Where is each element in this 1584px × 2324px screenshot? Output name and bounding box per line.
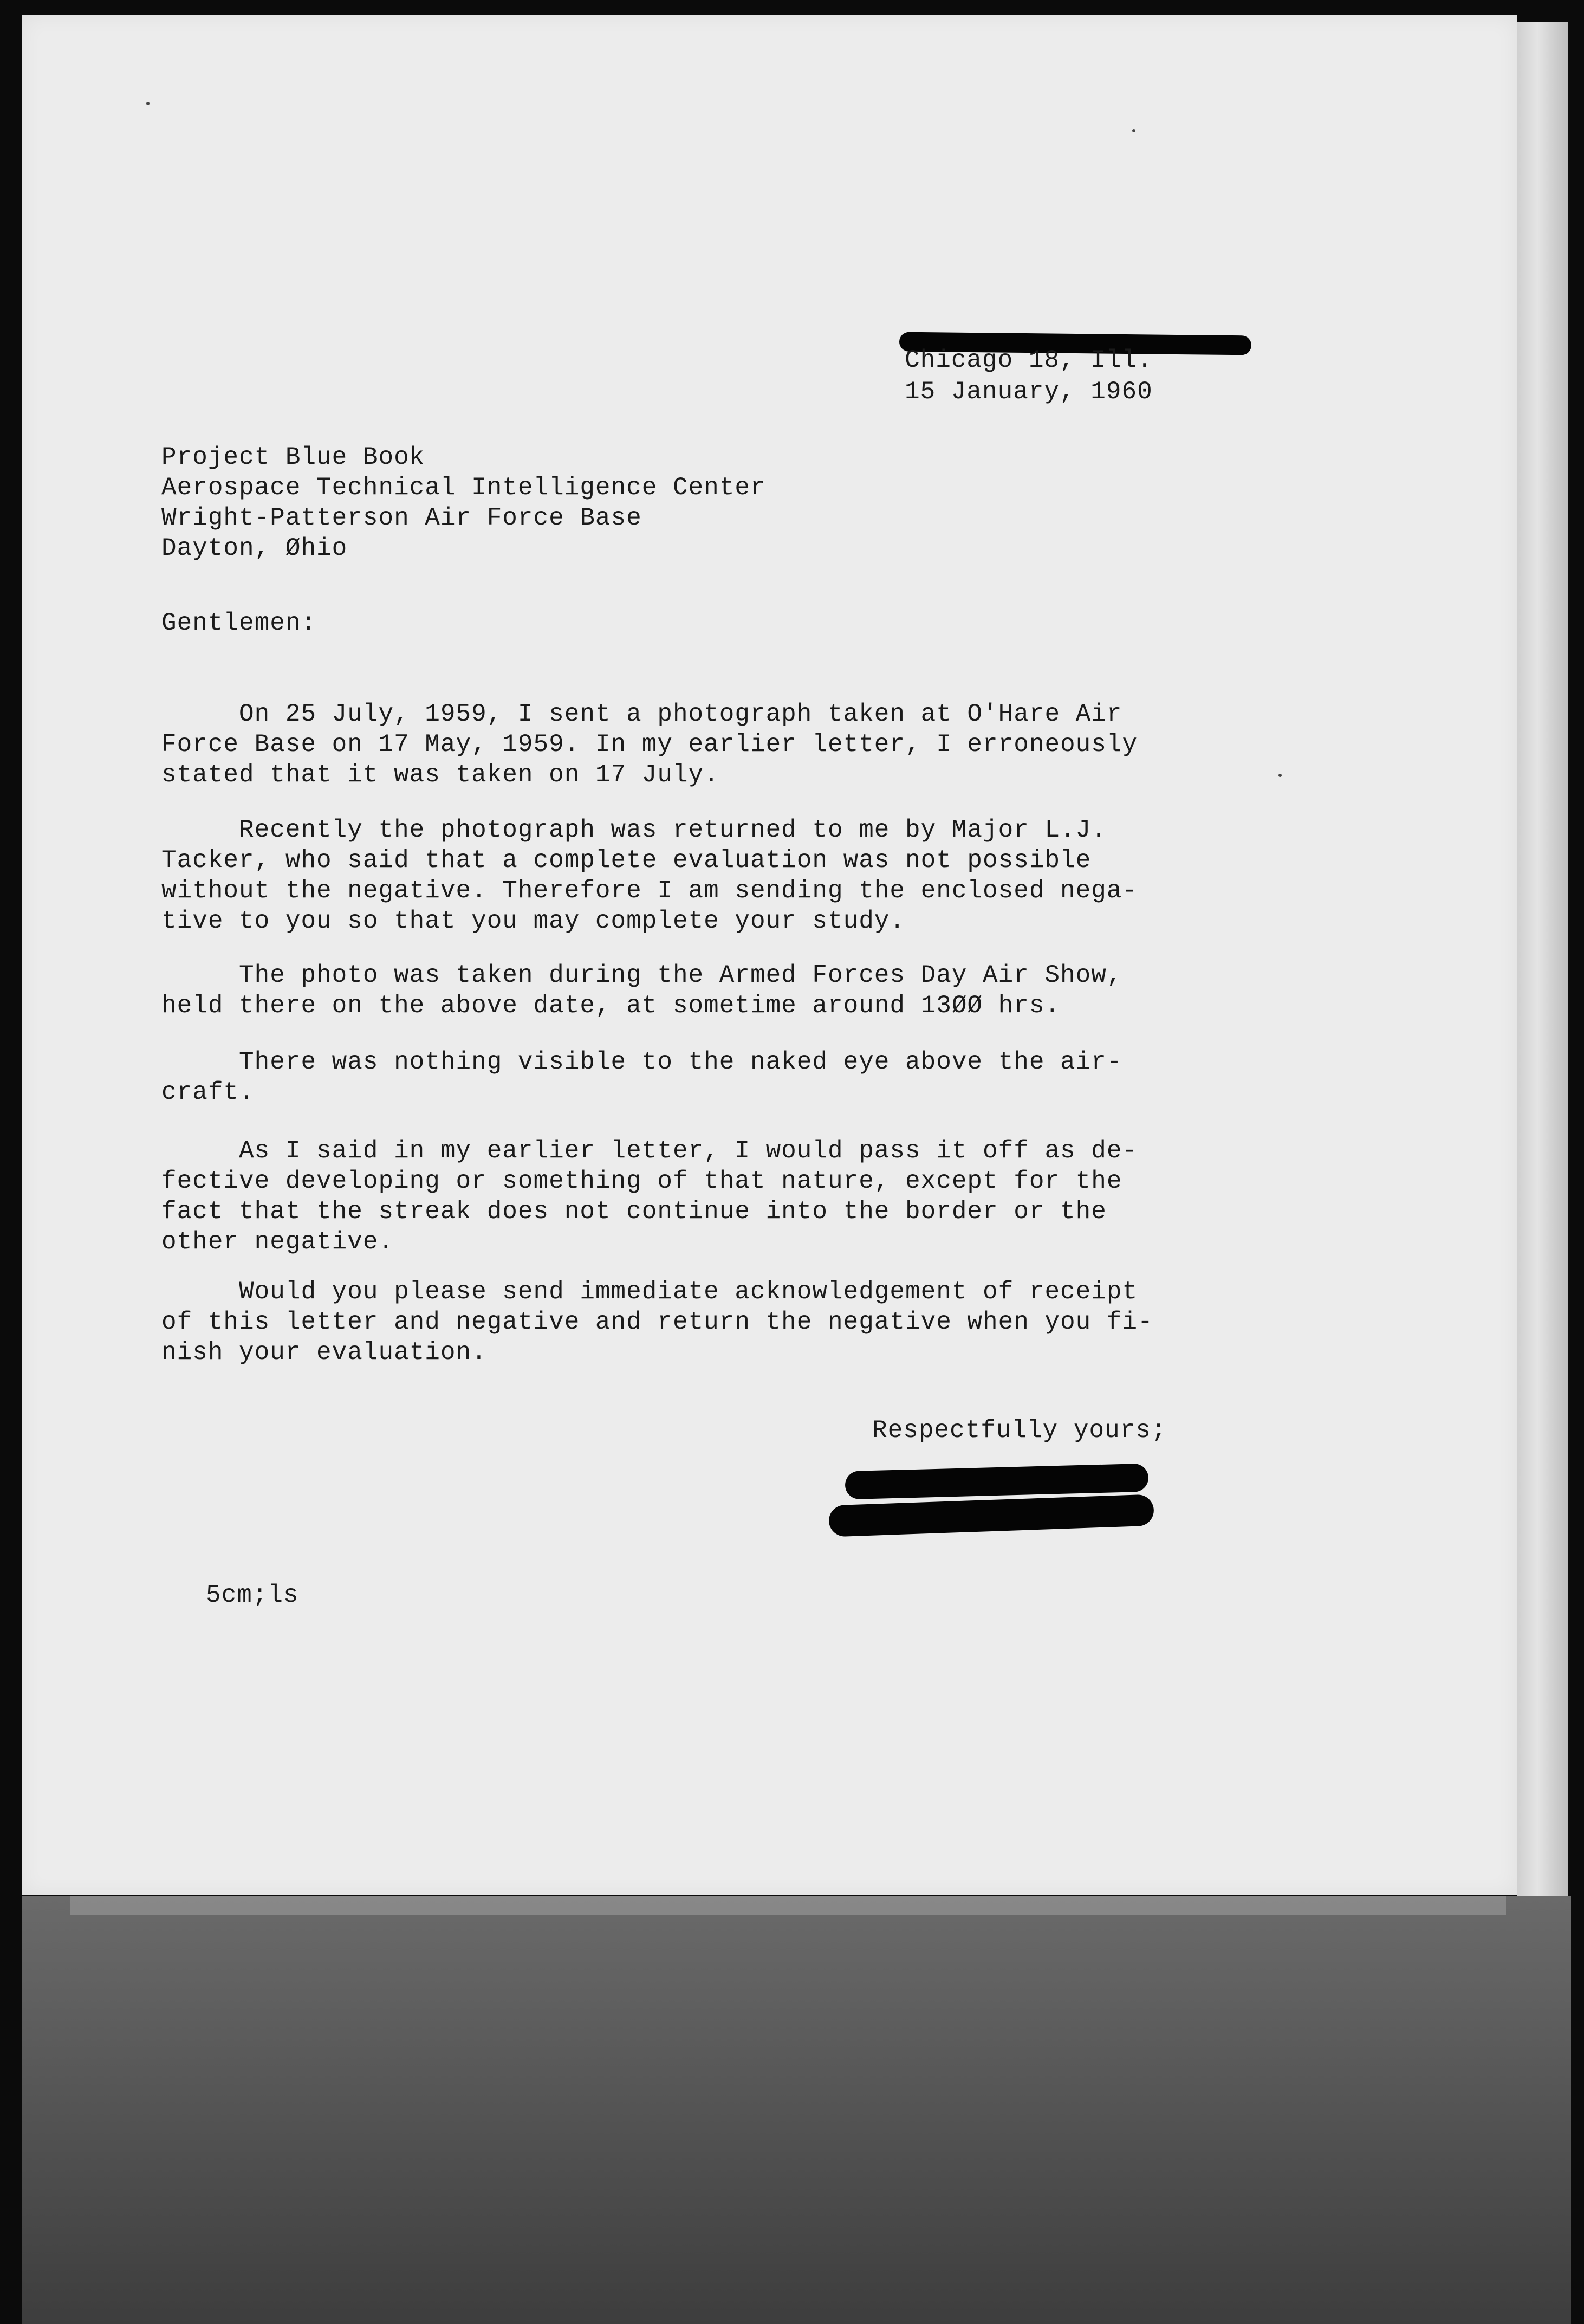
salutation: Gentlemen:	[161, 609, 317, 637]
paragraph: The photo was taken during the Armed Forces Day Air Show, held there on the above date, at sometime around 13ØØ hrs.	[161, 961, 1122, 1020]
letter-heading	[905, 345, 1153, 407]
reference-initials: 5cm;ls	[206, 1581, 299, 1609]
closing: Respectfully yours;	[872, 1416, 1167, 1445]
address-line: Wright-Patterson Air Force Base	[161, 504, 642, 532]
paragraph: On 25 July, 1959, I sent a photograph taken at O'Hare Air Force Base on 17 May, 1959. In my earlier letter, I erroneously stated that it was taken on 17 July.	[161, 700, 1138, 789]
backing-board-edge	[1517, 22, 1568, 1902]
redaction-signature-name	[828, 1494, 1154, 1537]
paragraph: Would you please send immediate acknowledgement of receipt of this letter and negative and return the negative when you fi- nish your evaluation.	[161, 1278, 1153, 1367]
address-line: Aerospace Technical Intelligence Center	[161, 474, 766, 502]
letter-date: 15 January, 1960	[905, 378, 1153, 406]
scan-speck	[1278, 774, 1282, 777]
recipient-address	[161, 442, 766, 564]
address-line: Project Blue Book	[161, 443, 425, 471]
page-shadow	[70, 1896, 1506, 1915]
letter-page	[22, 15, 1517, 1895]
redaction-signature	[845, 1464, 1148, 1500]
paragraph: As I said in my earlier letter, I would pass it off as de- fective developing or something of that nature, except for the fact that the streak does not continue into the border or the other negative.	[161, 1137, 1138, 1256]
backing-board	[22, 1896, 1571, 2324]
address-line: Dayton, Øhio	[161, 534, 348, 562]
scan-speck	[1132, 129, 1135, 132]
letter-location: Chicago 18, Ill.	[905, 346, 1153, 374]
scan-speck	[146, 102, 150, 105]
paragraph: Recently the photograph was returned to me by Major L.J. Tacker, who said that a complete evaluation was not possible without the negative. Therefore I am sending the enclosed nega- tive to you so that you may complete your study.	[161, 816, 1138, 935]
paragraph: There was nothing visible to the naked eye above the air- craft.	[161, 1048, 1122, 1106]
